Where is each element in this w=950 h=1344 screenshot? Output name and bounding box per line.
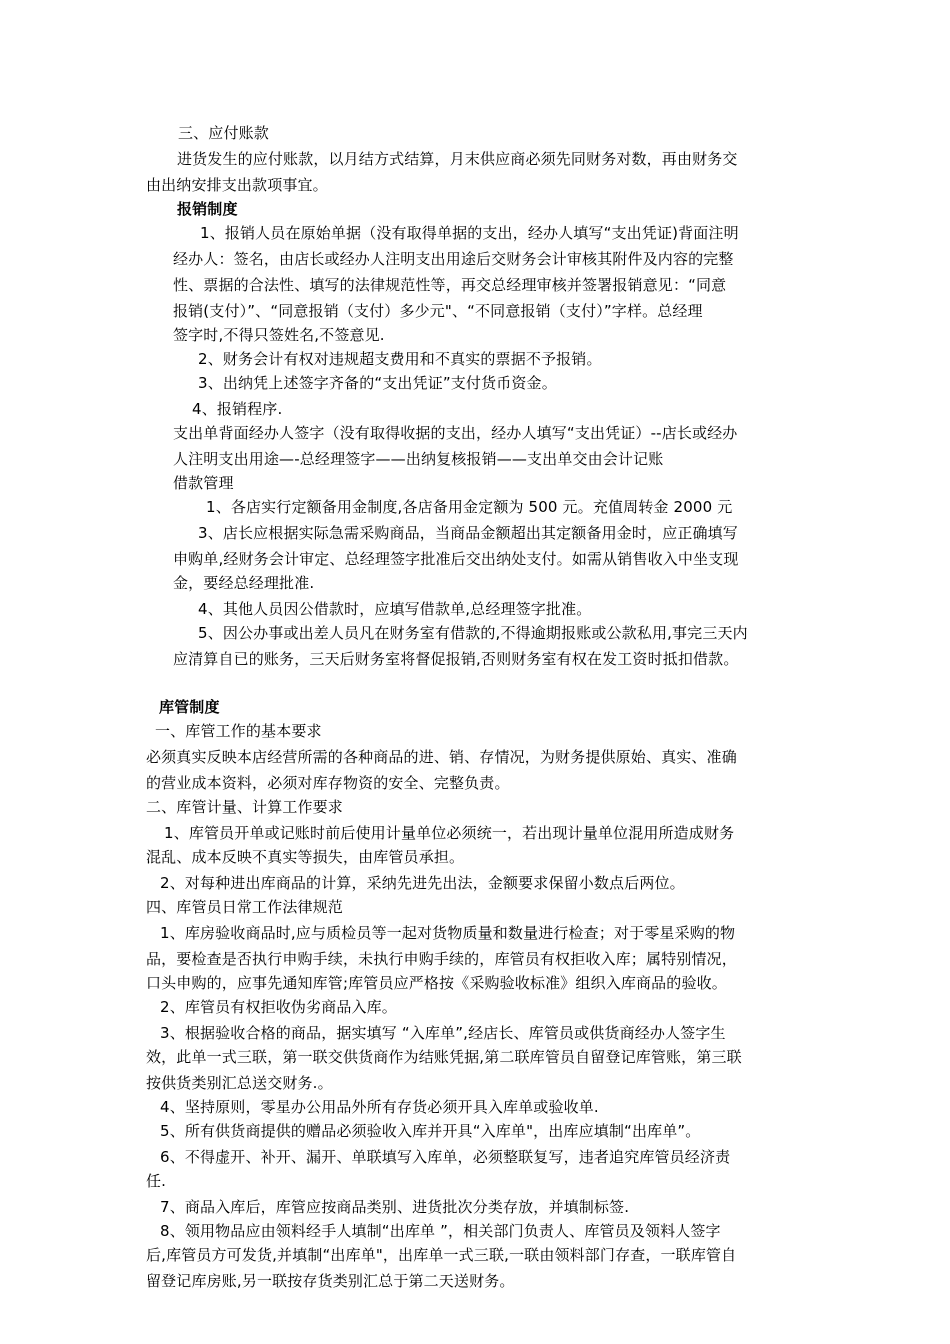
inventory-section2-item1-line-1: 1、库管员开单或记账时前后使用计量单位必须统一，若出现计量单位混用所造成财务 bbox=[164, 824, 735, 842]
inventory-section4-item5: 5、所有供货商提供的赠品必须验收入库并开具“入库单"，出库应填制“出库单”。 bbox=[160, 1122, 701, 1140]
inventory-section1-line-1: 必须真实反映本店经营所需的各种商品的进、销、存情况，为财务提供原始、真实、准确 bbox=[146, 748, 737, 766]
loans-item5-line-2: 应清算自已的账务，三天后财务室将督促报销,否则财务室有权在发工资时抵扣借款。 bbox=[173, 650, 739, 668]
payables-paragraph-line-1: 进货发生的应付账款，以月结方式结算，月末供应商必须先同财务对数，再由财务交 bbox=[177, 150, 738, 168]
inventory-section4-heading: 四、库管员日常工作法律规范 bbox=[146, 898, 343, 916]
inventory-section4-item1-line-3: 口头申购的，应事先通知库管;库管员应严格按《采购验收标准》组织入库商品的验收。 bbox=[146, 974, 727, 992]
inventory-section2-item1-line-2: 混乱、成本反映不真实等损失，由库管员承担。 bbox=[146, 848, 465, 866]
loans-item5-line-1: 5、因公办事或出差人员凡在财务室有借款的,不得逾期报账或公款私用,事完三天内 bbox=[198, 624, 748, 642]
loans-item3-line-1: 3、店长应根据实际急需采购商品，当商品金额超出其定额备用金时，应正确填写 bbox=[198, 524, 738, 542]
loans-item3-line-3: 金，要经总经理批准. bbox=[173, 574, 315, 592]
payables-paragraph-line-2: 由出纳安排支出款项事宜。 bbox=[146, 176, 328, 194]
inventory-section4-item1-line-1: 1、库房验收商品时,应与质检员等一起对货物质量和数量进行检查；对于零星采购的物 bbox=[160, 924, 736, 942]
loans-item1: 1、各店实行定额备用金制度,各店备用金定额为 500 元。充值周转金 2000 元 bbox=[206, 498, 733, 516]
inventory-section1-heading: 一、库管工作的基本要求 bbox=[155, 722, 322, 740]
loans-item4: 4、其他人员因公借款时，应填写借款单,总经理签字批准。 bbox=[198, 600, 592, 618]
inventory-section4-item3-line-3: 按供货类别汇总送交财务.。 bbox=[146, 1074, 333, 1092]
inventory-section4-item4: 4、坚持原则，零星办公用品外所有存货必须开具入库单或验收单. bbox=[160, 1098, 599, 1116]
reimbursement-procedure-line-2: 人注明支出用途—-总经理签字——出纳复核报销——支出单交由会计记账 bbox=[173, 450, 664, 468]
reimbursement-item1-line-2: 经办人：签名，由店长或经办人注明支出用途后交财务会计审核其附件及内容的完整 bbox=[173, 250, 734, 268]
inventory-section4-item6-line-1: 6、不得虚开、补开、漏开、单联填写入库单，必须整联复写，违者追究库管员经济责 bbox=[160, 1148, 731, 1166]
inventory-section4-item3-line-1: 3、根据验收合格的商品，据实填写 “入库单”,经店长、库管员或供货商经办人签字生 bbox=[160, 1024, 726, 1042]
reimbursement-item1-line-4: 报销(支付）”、“同意报销（支付）多少元"、“不同意报销（支付）”字样。总经理 bbox=[173, 302, 703, 320]
inventory-section4-item7: 7、商品入库后，库管应按商品类别、进货批次分类存放，并填制标签. bbox=[160, 1198, 630, 1216]
reimbursement-item1-line-3: 性、票据的合法性、填写的法律规范性等，再交总经理审核并签署报销意见：“同意 bbox=[173, 276, 727, 294]
inventory-section4-item8-line-1: 8、领用物品应由领料经手人填制“出库单 ”，相关部门负责人、库管员及领料人签字 bbox=[160, 1222, 721, 1240]
inventory-section2-item2: 2、对每种进出库商品的计算，采纳先进先出法，金额要求保留小数点后两位。 bbox=[160, 874, 685, 892]
loans-item3-line-2: 申购单,经财务会计审定、总经理签字批准后交出纳处支付。如需从销售收入中坐支现 bbox=[173, 550, 739, 568]
reimbursement-item3: 3、出纳凭上述签字齐备的“支出凭证”支付货币资金。 bbox=[198, 374, 557, 392]
reimbursement-item4: 4、报销程序. bbox=[192, 400, 283, 418]
inventory-section4-item1-line-2: 品，要检查是否执行申购手续，未执行申购手续的，库管员有权拒收入库；属特别情况， bbox=[146, 950, 737, 968]
payables-heading: 三、应付账款 bbox=[178, 124, 269, 142]
reimbursement-procedure-line-1: 支出单背面经办人签字（没有取得收据的支出，经办人填写“支出凭证）--店长或经办 bbox=[173, 424, 738, 442]
reimbursement-item2: 2、财务会计有权对违规超支费用和不真实的票据不予报销。 bbox=[198, 350, 602, 368]
reimbursement-heading: 报销制度 bbox=[177, 200, 238, 218]
inventory-section4-item3-line-2: 效，此单一式三联，第一联交供货商作为结账凭据,第二联库管员自留登记库管账，第三联 bbox=[146, 1048, 742, 1066]
inventory-heading: 库管制度 bbox=[159, 698, 220, 716]
reimbursement-item1-line-1: 1、报销人员在原始单据（没有取得单据的支出，经办人填写“支出凭证)背面注明 bbox=[200, 224, 739, 242]
inventory-section4-item6-line-2: 任. bbox=[146, 1172, 167, 1190]
loans-heading: 借款管理 bbox=[173, 474, 234, 492]
inventory-section4-item8-line-3: 留登记库房账,另一联按存货类别汇总于第二天送财务。 bbox=[146, 1272, 515, 1290]
reimbursement-item1-line-5: 签字时,不得只签姓名,不签意见. bbox=[173, 326, 385, 344]
inventory-section4-item8-line-2: 后,库管员方可发货,并填制“出库单"，出库单一式三联,一联由领料部门存查，一联库管自 bbox=[146, 1246, 737, 1264]
inventory-section4-item2: 2、库管员有权拒收伪劣商品入库。 bbox=[160, 998, 397, 1016]
inventory-section2-heading: 二、库管计量、计算工作要求 bbox=[146, 798, 343, 816]
inventory-section1-line-2: 的营业成本资料，必须对库存物资的安全、完整负责。 bbox=[146, 774, 510, 792]
